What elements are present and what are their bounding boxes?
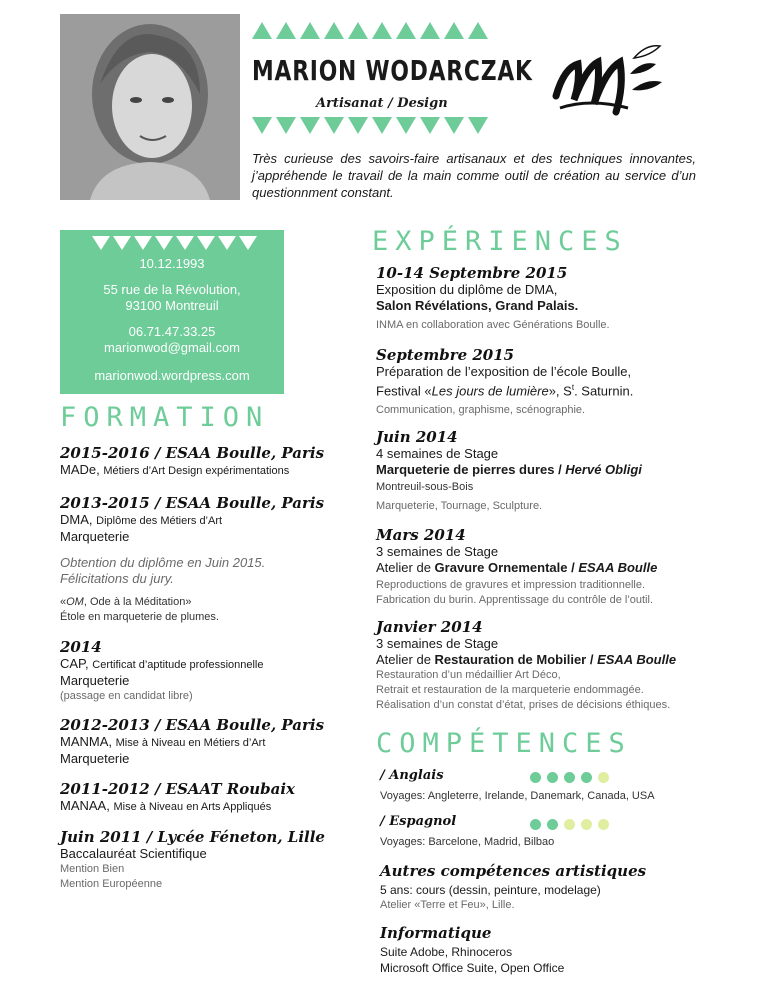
formation-heading: 2013-2015 / ESAA Boulle, Paris (60, 494, 325, 512)
profile-photo (60, 14, 240, 200)
level-dot (547, 819, 558, 830)
formation-heading: 2011-2012 / ESAAT Roubaix (60, 780, 295, 798)
address-line1: 55 rue de la Révolution, (103, 282, 241, 297)
art-skills: Autres compétences artistiques 5 ans: cours (dessin, peinture, modelage) Atelier «Terre et Feu», Lille. (380, 862, 647, 911)
birth-date: 10.12.1993 (139, 256, 205, 271)
experience-item: 10-14 Septembre 2015 Exposition du diplôme de DMA, Salon Révélations, Grand Palais. INMA en collaboration avec Générations Boulle. (376, 264, 726, 333)
formation-item: 2011-2012 / ESAAT Roubaix MANAA, Mise à Niveau en Arts Appliqués (60, 780, 350, 815)
address-line2: 93100 Montreuil (125, 298, 219, 313)
competences-title: COMPÉTENCES (376, 728, 632, 759)
contact-decor-triangles (92, 236, 257, 250)
job-subtitle: Artisanat / Design (316, 96, 448, 111)
language-level-spanish (530, 817, 615, 835)
computer-skills: Informatique Suite Adobe, Rhinoceros Microsoft Office Suite, Open Office (380, 924, 565, 975)
level-dot (598, 772, 609, 783)
experience-item: Juin 2014 4 semaines de Stage Marqueterie de pierres dures / Hervé Obligi Montreuil-sous-Bois Marqueterie, Tournage, Sculpture. (376, 428, 726, 514)
formation-item: 2015-2016 / ESAA Boulle, Paris MADe, Métiers d’Art Design expérimentations (60, 444, 350, 479)
formation-item: 2013-2015 / ESAA Boulle, Paris DMA, Diplôme des Métiers d’Art Marqueterie Obtention du diplôme en Juin 2015. Félicitations du jury. «OM, Ode à la Méditation» Étole en marqueterie de plumes. (60, 494, 350, 625)
level-dot (564, 772, 575, 783)
portrait-illustration (60, 14, 240, 200)
experience-item: Janvier 2014 3 semaines de Stage Atelier de Restauration de Mobilier / ESAA Boulle Restauration d’un médaillier Art Déco, Retrait et restauration de la marqueterie endommagée. Réalisation d’un constat d’état, prises de décisions éthiques. (376, 618, 726, 713)
intro-text: Très curieuse des savoirs-faire artisanaux et des techniques innovantes, j’appréhende le travail de la main comme outil de création au service d’un questionnment constant. (252, 151, 696, 200)
formation-item: 2014 CAP, Certificat d’aptitude professionnelle Marqueterie (passage en candidat libre) (60, 638, 350, 704)
person-name: MARION WODARCZAK (252, 54, 533, 87)
experience-item: Septembre 2015 Préparation de l’exposition de l’école Boulle, Festival «Les jours de lumière», $S^t$. Saturnin. Communication, graphisme, scénographie. (376, 346, 726, 418)
language-level-english (530, 770, 615, 788)
experience-heading: Mars 2014 (376, 526, 466, 544)
decor-triangles-bottom (252, 117, 488, 134)
decor-triangles-top (252, 22, 488, 39)
language-english: / Anglais Voyages: Angleterre, Irelande, Danemark, Canada, USA (380, 768, 655, 802)
language-spanish: / Espagnol Voyages: Barcelone, Madrid, Bilbao (380, 814, 555, 848)
monogram-logo (550, 38, 670, 122)
formation-heading: 2012-2013 / ESAA Boulle, Paris (60, 716, 325, 734)
formation-heading: 2015-2016 / ESAA Boulle, Paris (60, 444, 325, 462)
experience-heading: Juin 2014 (376, 428, 458, 446)
level-dot (581, 772, 592, 783)
experience-heading: 10-14 Septembre 2015 (376, 264, 568, 282)
level-dot (530, 772, 541, 783)
formation-item: Juin 2011 / Lycée Féneton, Lille Baccalauréat Scientifique Mention Bien Mention Européenne (60, 828, 350, 892)
formation-item: 2012-2013 / ESAA Boulle, Paris MANMA, Mise à Niveau en Métiers d’Art Marqueterie (60, 716, 350, 767)
contact-box (60, 230, 284, 394)
formation-heading: Juin 2011 / Lycée Féneton, Lille (60, 828, 325, 846)
level-dot (581, 819, 592, 830)
experience-item: Mars 2014 3 semaines de Stage Atelier de Gravure Ornementale / ESAA Boulle Reproductions de gravures et impression traditionnelle. Fabrication du burin. Apprentissage du contrôle de l’outil. (376, 526, 726, 608)
formation-heading: 2014 (60, 638, 102, 656)
phone-number: 06.71.47.33.25 (128, 324, 216, 339)
email-address[interactable]: marionwod@gmail.com (103, 340, 241, 355)
formation-title: FORMATION (60, 402, 270, 433)
level-dot (598, 819, 609, 830)
level-dot (564, 819, 575, 830)
experience-heading: Septembre 2015 (376, 346, 515, 364)
level-dot (547, 772, 558, 783)
experience-heading: Janvier 2014 (376, 618, 483, 636)
level-dot (530, 819, 541, 830)
website-link[interactable]: marionwod.wordpress.com (94, 368, 250, 383)
experiences-title: EXPÉRIENCES (372, 226, 628, 257)
